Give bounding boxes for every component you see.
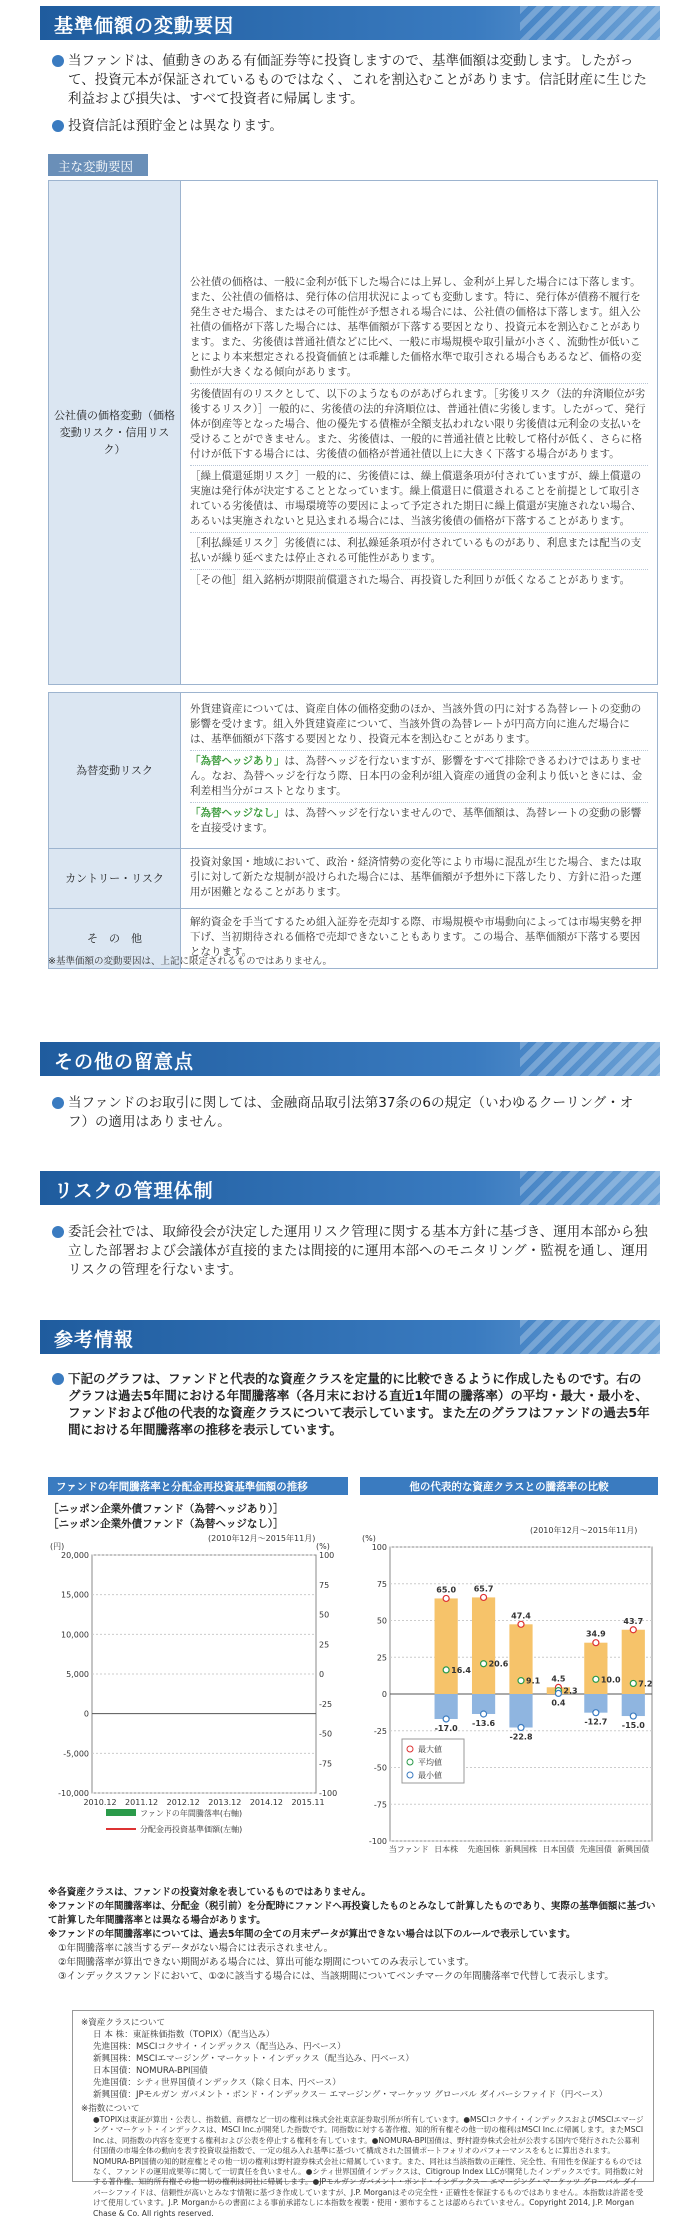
- risk-content-fx: [181, 693, 658, 849]
- left-chart-y-left-ticks: [58, 1551, 89, 1798]
- y-left-tick-label: 0: [83, 1709, 89, 1719]
- bullet-dot-icon: [52, 1373, 64, 1385]
- y-left-tick-label: 5,000: [66, 1670, 89, 1679]
- risk-row-fx: [49, 693, 658, 849]
- legend-bar-swatch: [106, 1809, 136, 1816]
- y-tick-label: -75: [373, 1800, 387, 1810]
- index-item: 日 本 株：東証株価指数（TOPIX）（配当込み）: [93, 2030, 275, 2040]
- left-chart-x-ticks: [83, 1798, 324, 1807]
- index-item: 先進国株：MSCIコクサイ・インデックス（配当込み、円ベース）: [93, 2042, 346, 2052]
- min-data-label: -17.0: [434, 1723, 458, 1733]
- max-data-label: 47.4: [511, 1611, 531, 1621]
- risk-block: ［利払繰延リスク］劣後債には、利払繰延条項が付されているものがあり、利息または配当の支払いが繰り延べまたは停止される可能性があります。: [190, 536, 648, 570]
- note-line: ②年間騰落率が算出できない期間がある場合には、算出可能な期間についてのみ表示しています。: [58, 1957, 475, 1968]
- left-chart-header: ファンドの年間騰落率と分配金再投資基準価額の推移: [48, 1477, 348, 1495]
- risk-block: 劣後債固有のリスクとして、以下のようなものがあげられます。［劣後リスク（法的弁済順位が劣後するリスク）］一般的に、劣後債の法的弁済順位は、普通社債に劣後します。したがって、発行体が倒産等となった場合、他の優先する債権が全額支払われない限り劣後債は元利金の支払いを受けることができません。また、劣後債は、一般的に普通社債と比較して格付が低く、さらに格付けが低下する場合には、劣後債の価格が普通社債以上に大きく下落する場合があります。: [190, 387, 648, 466]
- header-stripes: [520, 1320, 660, 1354]
- bar-positive-range: [435, 1598, 458, 1694]
- y-left-tick-label: 10,000: [61, 1630, 89, 1640]
- bar-negative-range: [435, 1694, 458, 1719]
- x-tick-label: 2013.12: [208, 1798, 242, 1807]
- y-right-tick-label: 75: [319, 1580, 330, 1590]
- x-tick-label: 2015.11: [291, 1798, 325, 1807]
- min-data-label: -15.0: [621, 1721, 645, 1731]
- right-chart-bars: [435, 1584, 653, 1741]
- bullet-not-deposit: [52, 117, 652, 136]
- bullet-cooling-off: [52, 1094, 652, 1132]
- risk-block-hedge-no: [190, 806, 648, 839]
- x-category-label: 新興国株: [505, 1845, 537, 1854]
- right-chart-header: 他の代表的な資産クラスとの騰落率の比較: [360, 1477, 658, 1495]
- right-chart-y-ticks: [369, 1543, 387, 1846]
- bar-positive-range: [472, 1597, 495, 1694]
- legend-avg-marker: [407, 1759, 413, 1765]
- y-tick-label: 100: [371, 1543, 387, 1552]
- section-title: リスクの管理体制: [54, 1180, 214, 1202]
- bullet-reference-info: [52, 1370, 652, 1438]
- avg-marker: [630, 1680, 636, 1686]
- max-marker: [630, 1627, 636, 1633]
- max-marker: [518, 1621, 524, 1627]
- legend-min-marker: [407, 1772, 413, 1778]
- min-marker: [443, 1716, 449, 1722]
- header-stripes: [520, 1171, 660, 1205]
- note-line: ①年間騰落率に該当するデータがない場合には表示されません。: [58, 1943, 334, 1954]
- x-tick-label: 2010.12: [83, 1798, 117, 1807]
- y-right-tick-label: -75: [319, 1759, 333, 1769]
- bullet-dot-icon: [52, 1097, 64, 1109]
- bullet-text: 投資信託は預貯金とは異なります。: [68, 118, 283, 134]
- section-header-other-notes: [40, 1042, 660, 1076]
- chart-notes: [48, 1886, 658, 1984]
- min-marker: [630, 1713, 636, 1719]
- min-data-label: -22.8: [509, 1732, 533, 1742]
- right-chart-x-ticks: [389, 1844, 650, 1854]
- section-header-reference-info: [40, 1320, 660, 1354]
- y-right-tick-label: 50: [319, 1610, 330, 1620]
- y-right-tick-label: -25: [319, 1699, 333, 1709]
- hedge-no-text: 「為替ヘッジなし」は、為替ヘッジを行ないませんので、基準価額は、為替レートの変動の影響を直接受けます。: [190, 807, 642, 834]
- legend-bar-label: ファンドの年間騰落率(右軸): [140, 1809, 243, 1818]
- min-marker: [481, 1711, 487, 1717]
- bullet-text: 委託会社では、取締役会が決定した運用リスク管理に関する基本方針に基づき、運用本部から独立した部署および会議体が直接的または間接的に運用本部へのモニタリング・監視を通し、運用リスクの管理を行ないます。: [68, 1224, 649, 1278]
- avg-data-label: 20.6: [488, 1659, 509, 1669]
- x-category-label: 日本国債: [542, 1845, 575, 1854]
- section-header-risk-management: [40, 1171, 660, 1205]
- right-axis-unit: (%): [316, 1542, 330, 1551]
- legend-avg-label: 平均値: [418, 1758, 442, 1767]
- min-marker: [518, 1725, 524, 1731]
- avg-marker: [443, 1667, 449, 1673]
- left-axis-unit: (円): [50, 1542, 65, 1551]
- legend-min-label: 最小値: [418, 1771, 442, 1780]
- legend-max-marker: [407, 1746, 413, 1752]
- max-data-label: 34.9: [585, 1629, 606, 1639]
- y-right-tick-label: 25: [319, 1640, 330, 1650]
- bullet-dot-icon: [52, 55, 64, 67]
- risk-block: ［その他］組入銘柄が期限前償還された場合、再投資した利回りが低くなることがあります。: [190, 573, 631, 586]
- y-tick-label: -50: [373, 1763, 387, 1773]
- max-data-label: 4.5: [551, 1674, 566, 1684]
- left-chart: [48, 1477, 348, 1879]
- bullet-dot-icon: [52, 120, 64, 132]
- max-data-label: 65.7: [473, 1584, 494, 1594]
- min-data-label: -13.6: [472, 1718, 496, 1728]
- legend-line-label: 分配金再投資基準価額(左軸): [140, 1825, 243, 1834]
- x-category-label: 先進国債: [579, 1845, 612, 1854]
- risk-label-text: そ の 他: [87, 932, 142, 945]
- note-line: ※ファンドの年間騰落率については、過去5年間の全ての月末データが算出できない場合は以下のルールで表示しています。: [48, 1929, 576, 1940]
- risk-table-1: [48, 180, 658, 685]
- x-tick-label: 2012.12: [166, 1798, 200, 1807]
- risk-block: 解約資金を手当てするため組入証券を売却する際、市場規模や市場動向によっては市場実勢を押下げ、当初期待される価格で売却できないこともあります。この場合、基準価額が下落する要因となります。: [190, 915, 642, 958]
- left-chart-gridlines: [92, 1555, 316, 1793]
- max-marker: [481, 1594, 487, 1600]
- risk-block-hedge-yes: [190, 754, 648, 803]
- index-item: 先進国債：シティ世界国債インデックス（除く日本、円ベース）: [93, 2078, 341, 2088]
- section-title: 参考情報: [54, 1329, 135, 1351]
- right-chart-unit: (%): [362, 1534, 376, 1543]
- section-title: その他の留意点: [54, 1051, 195, 1073]
- risk-label-bonds: [49, 181, 181, 685]
- left-chart-svg: [48, 1531, 348, 1871]
- min-marker: [555, 1690, 561, 1696]
- risk-label-text: 公社債の価格変動（価格変動リスク・信用リスク）: [54, 409, 175, 456]
- bullet-nav-fluctuation: [52, 52, 652, 109]
- min-data-label: -12.7: [584, 1717, 608, 1727]
- y-left-tick-label: 15,000: [61, 1590, 89, 1600]
- risk-block: 投資対象国・地域において、政治・経済情勢の変化等により市場に混乱が生じた場合、または取引に対して新たな規制が設けられた場合には、基準価額が予想外に下落したり、方針に沿った運用が困難となることがあります。: [190, 855, 642, 898]
- right-chart-svg: [360, 1501, 658, 1881]
- y-left-tick-label: 20,000: [61, 1551, 89, 1560]
- index-item: 新興国株：MSCIエマージング・マーケット・インデックス（配当込み、円ベース）: [93, 2054, 415, 2064]
- index-info-box: [72, 2010, 654, 2218]
- y-tick-label: 0: [381, 1690, 387, 1699]
- risk-row-bonds: [49, 181, 658, 685]
- bullet-risk-management: [52, 1223, 652, 1280]
- note-line: ※各資産クラスは、ファンドの投資対象を表しているものではありません。: [48, 1887, 371, 1898]
- header-stripes: [520, 6, 660, 40]
- risk-label-fx: [49, 693, 181, 849]
- avg-data-label: 7.2: [638, 1679, 653, 1689]
- avg-data-label: 2.3: [563, 1686, 578, 1696]
- bullet-text: 当ファンドは、値動きのある有価証券等に投資しますので、基準価額は変動します。したがって、投資元本が保証されているものではなく、これを割込むことがあります。信託財産に生じた利益および損失は、すべて投資者に帰属します。: [68, 53, 647, 107]
- y-tick-label: 25: [376, 1653, 387, 1663]
- bar-positive-range: [584, 1643, 607, 1694]
- bullet-text: 当ファンドのお取引に関しては、金融商品取引法第37条の6の規定（いわゆるクーリング・オフ）の適用はありません。: [68, 1095, 634, 1130]
- right-chart-period: (2010年12月～2015年11月): [530, 1526, 638, 1535]
- index-item: 日本国債：NOMURA-BPI国債: [93, 2066, 208, 2076]
- max-data-label: 43.7: [623, 1616, 644, 1626]
- note-line: ③インデックスファンドにおいて、①②に該当する場合には、当該期間についてベンチマークの年間騰落率で代替して表示します。: [58, 1971, 614, 1982]
- risk-content-country: [181, 849, 658, 909]
- subhead-main-factors: 主な変動要因: [48, 154, 148, 176]
- index-item: 新興国債：JPモルガン ガバメント・ボンド・インデックス－ エマージング・マーケッツ グローバル ダイバーシファイド（円ベース）: [93, 2090, 608, 2100]
- hedge-highlight-label: 「為替ヘッジあり」: [190, 755, 285, 767]
- x-category-label: 当ファンド: [388, 1845, 429, 1854]
- y-tick-label: 75: [376, 1579, 387, 1589]
- bullet-dot-icon: [52, 1226, 64, 1238]
- hedge-yes-text: 「為替ヘッジあり」は、為替ヘッジを行ないますが、影響をすべて排除できるわけではありません。なお、為替ヘッジを行なう際、日本円の金利が組入資産の通貨の金利より低いときには、金利差相当分がコストとなります。: [190, 755, 643, 797]
- legend-max-label: 最大値: [418, 1745, 442, 1754]
- bar-negative-range: [509, 1694, 532, 1728]
- risk-block: 公社債の価格は、一般に金利が低下した場合には上昇し、金利が上昇した場合には下落します。また、公社債の価格は、発行体の信用状況によっても変動します。特に、発行体が債務不履行を発生させた場合、またはその可能性が予想される場合には、公社債の価格は下落します。組入公社債の価格が下落した場合には、基準価額が下落する要因となり、投資元本を割込むことがあります。また、劣後債は普通社債などに比べ、一般に市場規模や取引量が小さく、流動性が低いことにより本来想定される投資価値とは乖離した価格水準で取引される場合もあるなど、価格の変動性が大きくなる傾向があります。: [190, 275, 648, 384]
- avg-data-label: 10.0: [600, 1675, 621, 1685]
- risk-label-text: 為替変動リスク: [76, 764, 153, 777]
- avg-marker: [518, 1678, 524, 1684]
- left-chart-y-right-ticks: [319, 1551, 337, 1798]
- risk-label-text: カントリー・リスク: [65, 872, 164, 885]
- avg-marker: [593, 1676, 599, 1682]
- x-tick-label: 2014.12: [249, 1798, 283, 1807]
- max-marker: [593, 1640, 599, 1646]
- min-data-label: 0.4: [551, 1698, 566, 1708]
- risk-row-country: [49, 849, 658, 909]
- risk-block: ［繰上償還延期リスク］一般的に、劣後債には、繰上償還条項が付されていますが、繰上償還の実施は発行体が決定することとなっています。繰上償還日に償還されることを前提として取引されている劣後債は、市場環境等の要因によって予定された期日に繰上償還が実施されない場合、あるいは実施されないと見込まれる場合には、当該劣後債の価格が下落することがあります。: [190, 469, 648, 533]
- hedge-highlight-label: 「為替ヘッジなし」: [190, 807, 285, 819]
- x-tick-label: 2011.12: [125, 1798, 159, 1807]
- y-tick-label: -25: [373, 1726, 387, 1736]
- right-chart: [360, 1477, 658, 1879]
- max-marker: [443, 1595, 449, 1601]
- avg-data-label: 9.1: [526, 1676, 541, 1686]
- note-line: ※ファンドの年間騰落率は、分配金（税引前）を分配時にファンドへ再投資したものとみなして計算したものであり、実際の基準価額に基づいて計算した年間騰落率とは異なる場合があります。: [48, 1901, 656, 1926]
- y-left-tick-label: -5,000: [63, 1749, 89, 1759]
- avg-data-label: 16.4: [451, 1665, 471, 1675]
- avg-marker: [481, 1661, 487, 1667]
- risk-block: 外貨建資産については、資産自体の価格変動のほか、当該外貨の円に対する為替レートの変動の影響を受けます。組入外貨建資産について、当該外貨の為替レートが円高方向に進んだ場合には、基準価額が下落する要因となり、投資元本を割込むことがあります。: [190, 702, 648, 751]
- y-right-tick-label: 100: [319, 1551, 335, 1560]
- x-category-label: 先進国株: [467, 1845, 500, 1854]
- max-data-label: 65.0: [436, 1585, 457, 1595]
- y-right-tick-label: -100: [319, 1789, 338, 1798]
- y-right-tick-label: 0: [319, 1670, 325, 1679]
- fund-name-unhedged: ［ニッポン企業外債ファンド（為替ヘッジなし）］: [48, 1518, 284, 1530]
- bullet-text: 下記のグラフは、ファンドと代表的な資産クラスを定量的に比較できるように作成したものです。右のグラフは過去5年間における年間騰落率（各月末における直近1年間の騰落率）の平均・最大・最小を、ファンドおよび他の代表的な資産クラスについて表示しています。また左のグラフはファンドの過去5年間における年間騰落率の推移を表示しています。: [68, 1371, 650, 1437]
- risk-content-bonds: [181, 181, 658, 685]
- footnote-nav-factors: ※基準価額の変動要因は、上記に限定されるものではありません。: [48, 956, 333, 967]
- index-note-body: ●TOPIXは東証が算出・公表し、指数値、商標など一切の権利は株式会社東京証券取引所が所有しています。●MSCIコクサイ・インデックスおよびMSCIエマージング・マーケット・インデックスは、MSCI Inc.が開発した指数です。同指数に対する著作権、知的所有権その他一切の権利はMSCI Inc.に帰属します。またMSCI Inc.は、同指数の内容を変更する権利および公表を停止する権利を有しています。●NOMURA-BPI国債は、野村證券株式会社が公表する国内で発行された公募利付国債の市場全体の動向を表す投資収益指数で、一定の組み入れ基準に基づいて構成された国債ポートフォリオのパフォーマンスをもとに算出されます。NOMURA-BPI国債の知的財産権とその他一切の権利は野村證券株式会社に帰属しています。また、同社は当該指数の正確性、完全性、有用性を保証するものではなく、ファンドの運用成果等に関して一切責任を負いません。●シティ世界国債インデックスは、Citigroup Index LLCが開発したインデックスです。同指数に対する著作権、知的所有権その他一切の権利は同社に帰属します。●JPモルガン ガバメント・ボンド・インデックス－ エマージング・マーケッツ グローバル ダイバーシファイドは、信頼性が高いとみなす情報に基づき作成していますが、J.P. Morganはその完全性・正確性を保証するものではありません。本指数は許諾を受けて使用しています。J.P. Morganからの書面による事前承諾なしに本指数を複製・使用・頒布することは認められていません。Copyright 2014, J.P. Morgan Chase & Co. All rights reserved.: [93, 2115, 644, 2218]
- y-tick-label: 50: [376, 1616, 387, 1626]
- y-right-tick-label: -50: [319, 1729, 333, 1739]
- section-header-nav-factors: [40, 6, 660, 40]
- header-stripes: [520, 1042, 660, 1076]
- fund-name-hedged: ［ニッポン企業外債ファンド（為替ヘッジあり）］: [48, 1503, 284, 1515]
- section-title: 基準価額の変動要因: [54, 15, 235, 37]
- index-box-title: ※資産クラスについて: [81, 2018, 166, 2028]
- risk-label-country: [49, 849, 181, 909]
- x-category-label: 新興国債: [617, 1845, 650, 1854]
- risk-table-2: [48, 692, 658, 969]
- left-chart-period: (2010年12月～2015年11月): [208, 1534, 316, 1543]
- x-category-label: 日本株: [434, 1845, 459, 1854]
- y-left-tick-label: -10,000: [58, 1789, 89, 1798]
- y-tick-label: -100: [368, 1837, 387, 1846]
- min-marker: [593, 1710, 599, 1716]
- index-note-title: ※指数について: [81, 2104, 140, 2114]
